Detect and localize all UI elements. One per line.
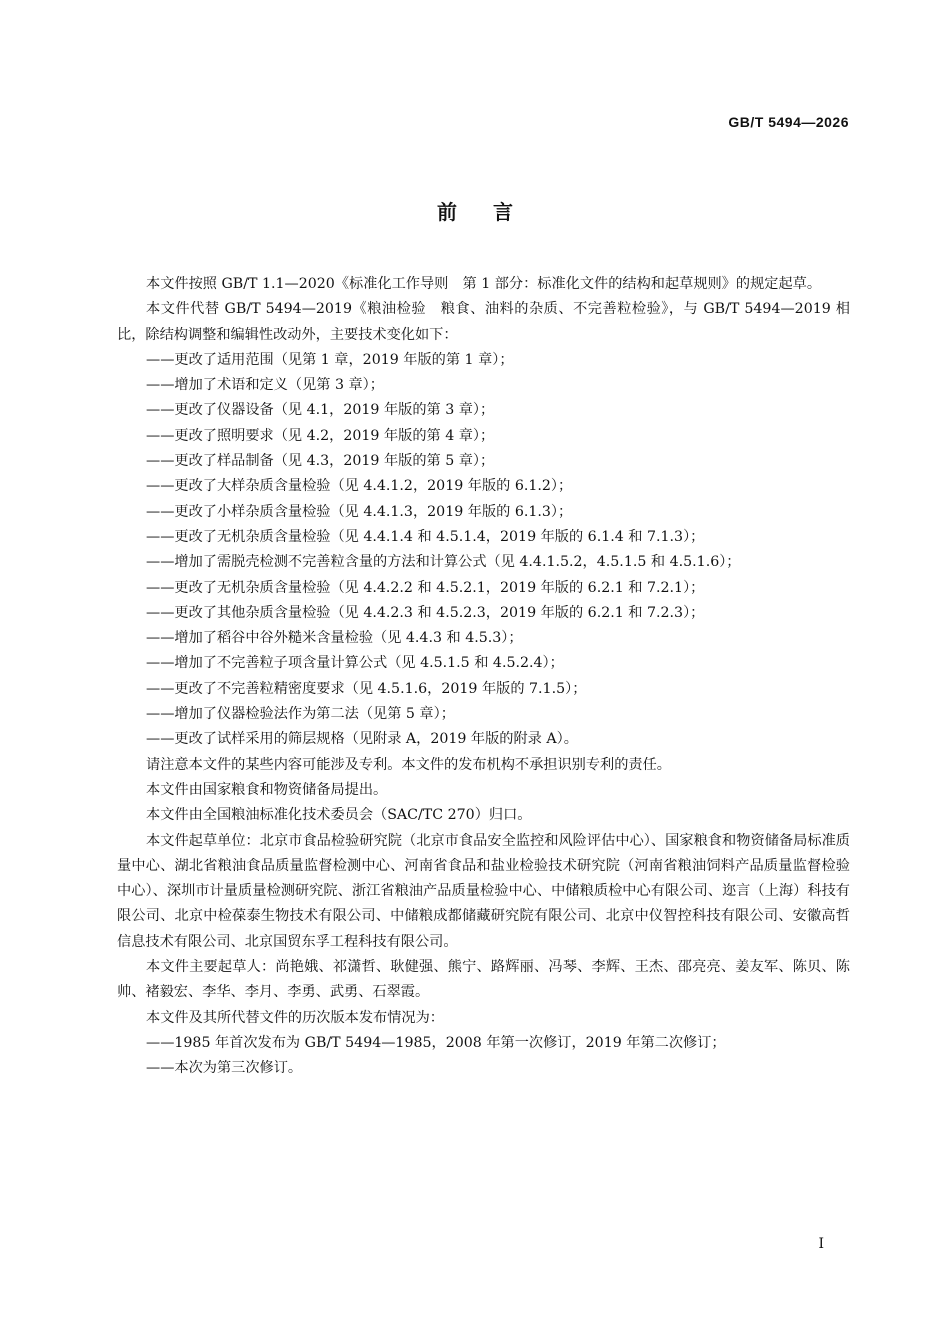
list-item: ——更改了仪器设备（见 4.1，2019 年版的第 3 章）； — [146, 402, 495, 419]
page-number: I — [818, 1236, 824, 1252]
list-item: ——更改了不完善粒精密度要求（见 4.5.1.6，2019 年版的 7.1.5）； — [146, 680, 587, 697]
paragraph: 本文件按照 GB/T 1.1—2020《标准化工作导则 第 1 部分：标准化文件的结构和起草规则》的规定起草。 — [146, 276, 822, 292]
list-item: ——更改了适用范围（见第 1 章，2019 年版的第 1 章）； — [146, 351, 514, 368]
list-item: ——增加了需脱壳检测不完善粒含量的方法和计算公式（见 4.4.1.5.2，4.5.1.5 和 4.5.1.6）； — [146, 554, 741, 571]
proposer-paragraph: 本文件由国家粮食和物资储备局提出。 — [146, 781, 388, 798]
list-item: ——1985 年首次发布为 GB/T 5494—1985，2008 年第一次修订，2019 年第二次修订； — [146, 1034, 726, 1051]
drafters-paragraph: 本文件主要起草人：尚艳娥、祁潇哲、耿健强、熊宁、路辉丽、冯琴、李辉、王杰、邵亮亮、姜友军、陈贝、陈帅、褚毅宏、李华、李月、李勇、武勇、石翠霞。 — [117, 959, 850, 1001]
history-list — [117, 1031, 850, 1082]
list-item: ——增加了稻谷中谷外糙米含量检验（见 4.4.3 和 4.5.3）； — [146, 630, 523, 647]
list-item: ——更改了大样杂质含量检验（见 4.4.1.2，2019 年版的 6.1.2）； — [146, 478, 573, 495]
list-item: ——更改了无机杂质含量检验（见 4.4.2.2 和 4.5.2.1，2019 年版的 6.2.1 和 7.2.1）； — [146, 579, 705, 596]
drafting-units-paragraph: 本文件起草单位：北京市食品检验研究院（北京市食品安全监控和风险评估中心）、国家粮食和物资储备局标准质量中心、湖北省粮油食品质量监督检测中心、河南省食品和盐业检验技术研究院（河南省粮油饲料产品质量监督检验中心）、深圳市计量质量检测研究院、浙江省粮油产品质量检验中心、中储粮质检中心有限公司、迩言（上海）科技有限公司、北京中检葆泰生物技术有限公司、中储粮成都储藏研究院有限公司、北京中仪智控科技有限公司、安徽高哲信息技术有限公司、北京国贸东孚工程科技有限公司。 — [117, 832, 850, 950]
standard-number: GB/T 5494—2026 — [728, 114, 849, 130]
list-item: ——更改了无机杂质含量检验（见 4.4.1.4 和 4.5.1.4，2019 年版的 6.1.4 和 7.1.3）； — [146, 528, 705, 545]
page-title: 前言 — [437, 200, 549, 224]
history-intro: 本文件及其所代替文件的历次版本发布情况为： — [146, 1009, 444, 1026]
list-item: ——增加了仪器检验法作为第二法（见第 5 章）； — [146, 706, 455, 723]
committee-paragraph: 本文件由全国粮油标准化技术委员会（SAC/TC 270）归口。 — [146, 807, 532, 824]
list-item: ——更改了其他杂质含量检验（见 4.4.2.3 和 4.5.2.3，2019 年版的 6.2.1 和 7.2.3）； — [146, 604, 705, 621]
changes-list — [117, 348, 850, 753]
list-item: ——更改了样品制备（见 4.3，2019 年版的第 5 章）； — [146, 453, 495, 470]
list-item: ——更改了试样采用的筛层规格（见附录 A，2019 年版的附录 A）。 — [146, 731, 578, 748]
list-item: ——增加了术语和定义（见第 3 章）； — [146, 377, 384, 394]
document-body — [117, 272, 850, 1082]
list-item: ——更改了小样杂质含量检验（见 4.4.1.3，2019 年版的 6.1.3）； — [146, 503, 573, 520]
patent-notice: 请注意本文件的某些内容可能涉及专利。本文件的发布机构不承担识别专利的责任。 — [146, 756, 671, 773]
list-item: ——本次为第三次修订。 — [146, 1060, 303, 1077]
list-item: ——增加了不完善粒子项含量计算公式（见 4.5.1.5 和 4.5.2.4）； — [146, 655, 564, 672]
paragraph: 本文件代替 GB/T 5494—2019《粮油检验 粮食、油料的杂质、不完善粒检验》，与 GB/T 5494—2019 相比，除结构调整和编辑性改动外，主要技术变化如下： — [117, 301, 850, 343]
list-item: ——更改了照明要求（见 4.2，2019 年版的第 4 章）； — [146, 427, 495, 444]
